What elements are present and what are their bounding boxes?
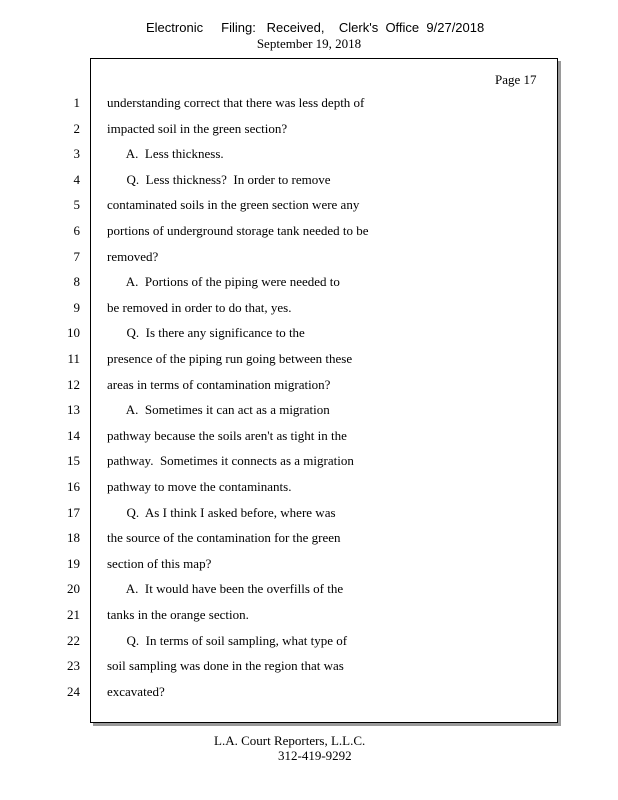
line-number: 8: [73, 274, 80, 289]
line-text: contaminated soils in the green section were any: [107, 197, 360, 212]
line-text: understanding correct that there was less depth of: [107, 95, 365, 110]
line-text: pathway. Sometimes it connects as a migration: [107, 453, 354, 468]
line-number: 2: [73, 121, 80, 136]
line-number: 23: [67, 658, 80, 673]
footer-company: L.A. Court Reporters, L.L.C.: [214, 733, 366, 748]
line-number: 19: [67, 556, 80, 571]
line-number: 21: [67, 607, 80, 622]
line-number: 22: [67, 633, 80, 648]
line-text: A. Less thickness.: [107, 146, 224, 161]
line-text: areas in terms of contamination migration?: [107, 377, 331, 392]
line-number: 20: [67, 581, 80, 596]
line-text: Q. Less thickness? In order to remove: [107, 172, 331, 187]
line-number: 15: [67, 453, 80, 468]
line-number: 18: [67, 530, 80, 545]
line-number: 14: [67, 428, 80, 443]
line-text: Q. As I think I asked before, where was: [107, 505, 336, 520]
line-text: removed?: [107, 249, 159, 264]
line-number: 24: [67, 684, 80, 699]
line-number: 3: [73, 146, 80, 161]
line-number: 12: [67, 377, 80, 392]
electronic-filing-stamp: Electronic Filing: Received, Clerk's Office 9/27/2018: [146, 20, 485, 35]
line-text: section of this map?: [107, 556, 212, 571]
line-text: pathway to move the contaminants.: [107, 479, 292, 494]
line-number: 1: [73, 95, 80, 110]
line-number: 17: [67, 505, 80, 520]
line-number: 11: [67, 351, 80, 366]
line-text: soil sampling was done in the region that was: [107, 658, 344, 673]
line-number: 7: [73, 249, 80, 264]
line-number: 13: [67, 402, 80, 417]
filing-date: September 19, 2018: [256, 36, 362, 51]
line-number: 10: [67, 325, 80, 340]
line-text: tanks in the orange section.: [107, 607, 249, 622]
page-number: Page 17: [495, 72, 537, 87]
line-number: 5: [73, 197, 80, 212]
line-text: impacted soil in the green section?: [107, 121, 288, 136]
footer-phone: 312-419-9292: [278, 748, 352, 763]
line-text: excavated?: [107, 684, 165, 699]
line-text: the source of the contamination for the green: [107, 530, 341, 545]
line-number: 16: [67, 479, 80, 494]
line-text: A. It would have been the overfills of the: [107, 581, 344, 596]
line-number: 4: [73, 172, 80, 187]
line-text: pathway because the soils aren't as tight in the: [107, 428, 347, 443]
line-text: portions of underground storage tank needed to be: [107, 223, 369, 238]
line-number: 6: [73, 223, 80, 238]
line-text: Q. In terms of soil sampling, what type of: [107, 633, 348, 648]
line-text: Q. Is there any significance to the: [107, 325, 305, 340]
line-text: presence of the piping run going between these: [107, 351, 353, 366]
line-number: 9: [73, 300, 80, 315]
line-text: be removed in order to do that, yes.: [107, 300, 292, 315]
line-text: A. Portions of the piping were needed to: [107, 274, 340, 289]
line-text: A. Sometimes it can act as a migration: [107, 402, 330, 417]
